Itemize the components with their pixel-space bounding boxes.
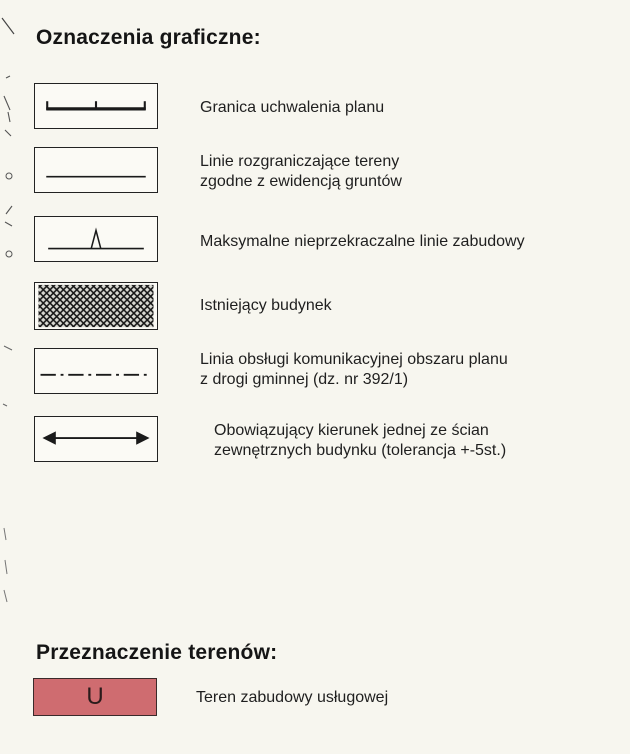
dividing-line-label: Linie rozgraniczające tereny zgodne z ewidencją gruntów [200,153,402,190]
service-line-label: Linia obsługi komunikacyjnej obszaru planu z drogi gminnej (dz. nr 392/1) [200,351,508,388]
existing-building-label: Istniejący budynek [200,297,332,314]
service-zone-label: Teren zabudowy usługowej [196,689,389,706]
service-line-symbol [34,348,158,394]
building-line-symbol [34,216,158,262]
plan-boundary-symbol [34,83,158,129]
zone-code: U [86,683,104,710]
wall-direction-symbol [34,416,158,462]
service-zone-swatch [33,678,157,716]
land-use-heading: Przeznaczenie terenów: [36,641,278,664]
dividing-line-symbol [34,147,158,193]
existing-building-symbol [34,282,158,330]
graphic-symbols-heading: Oznaczenia graficzne: [36,26,261,49]
map-edge-fragment [0,0,20,754]
building-line-label: Maksymalne nieprzekraczalne linie zabudowy [200,233,525,250]
wall-direction-label: Obowiązujący kierunek jednej ze ścian zewnętrznych budynku (tolerancja +-5st.) [214,422,507,459]
plan-boundary-label: Granica uchwalenia planu [200,99,385,116]
